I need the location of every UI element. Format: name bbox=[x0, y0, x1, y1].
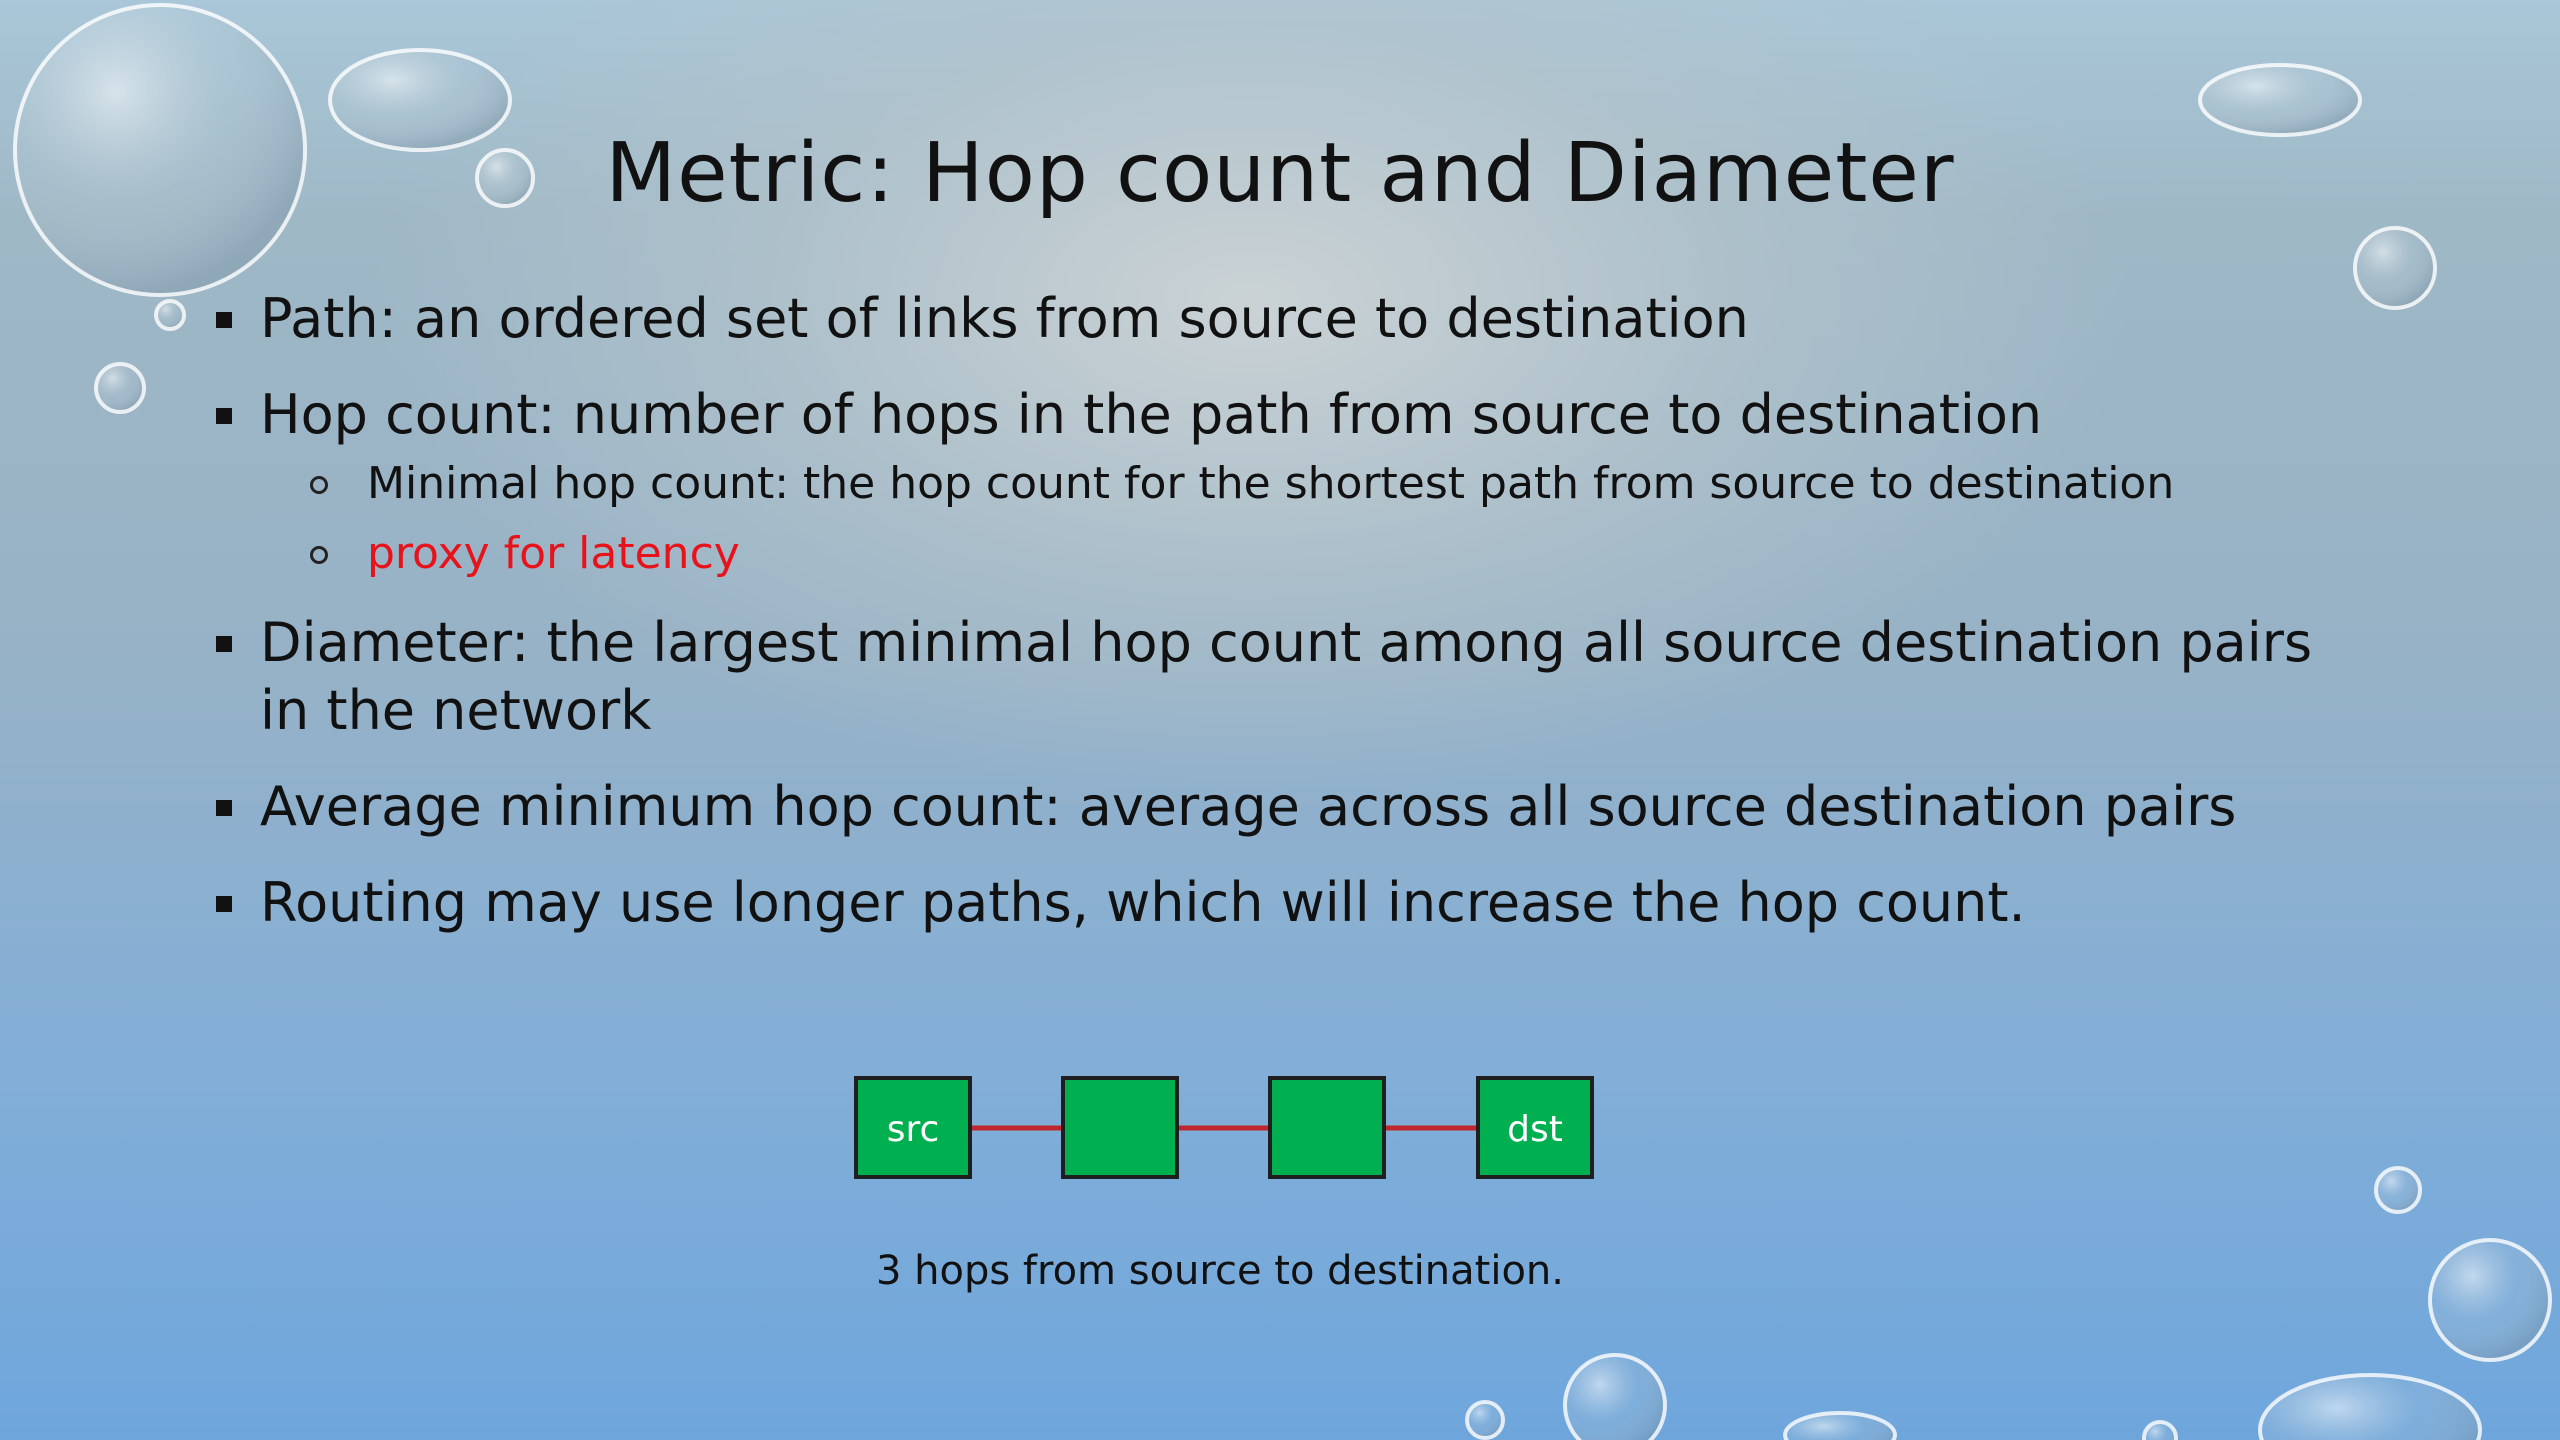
bullet-text: Path: an ordered set of links from source to destination bbox=[260, 287, 1749, 350]
bullet-text: Hop count: number of hops in the path from source to destination bbox=[260, 383, 2043, 446]
node-label-src: src bbox=[886, 1109, 940, 1150]
slide-title: Metric: Hop count and Diameter bbox=[605, 126, 1955, 221]
bullet-text: Diameter: the largest minimal hop count among all source destination pairs in the network bbox=[260, 611, 2313, 742]
sub-bullet-text: proxy for latency bbox=[367, 528, 740, 579]
node-label-dst: dst bbox=[1507, 1109, 1563, 1150]
node-box bbox=[1270, 1078, 1384, 1177]
bullet-text: Average minimum hop count: average across all source destination pairs bbox=[260, 775, 2237, 838]
bullet-text: Routing may use longer paths, which will increase the hop count. bbox=[260, 871, 2026, 934]
diagram-caption: 3 hops from source to destination. bbox=[876, 1248, 1564, 1294]
sub-bullet-text: Minimal hop count: the hop count for the shortest path from source to destination bbox=[367, 458, 2175, 509]
node-box bbox=[1063, 1078, 1177, 1177]
